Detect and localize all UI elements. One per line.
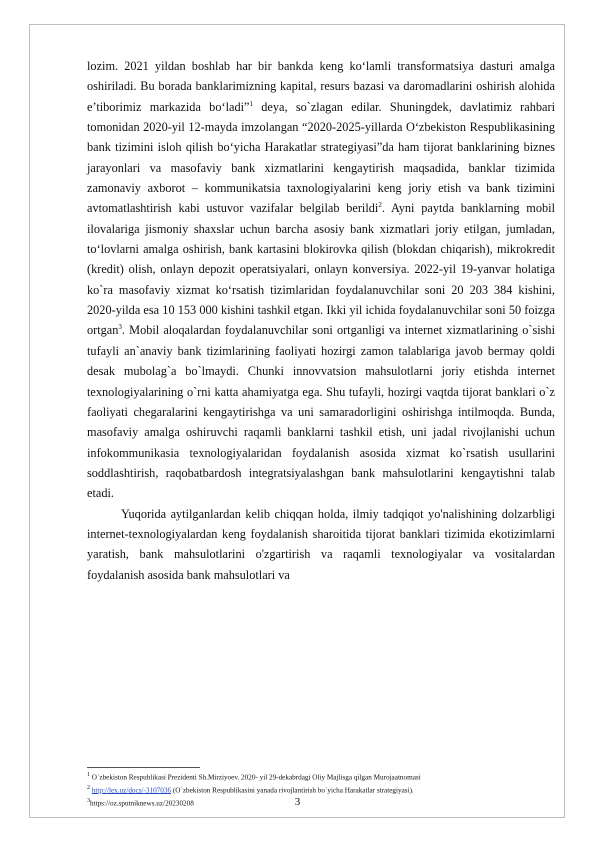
footnote-3-number: 3 <box>87 797 90 804</box>
footnote-1-text: O`zbekiston Respublikasi Prezidenti Sh.Mirziyoev. 2020- yil 29-dekabrdagi Oliy Majlisga qilgan Murojaatnomasi <box>90 773 421 782</box>
footnote-1 <box>87 770 555 783</box>
paragraph-1 <box>87 56 555 504</box>
footnote-2-text: (O`zbekiston Respublikasini yanada rivojlantirish bo`yicha Harakatlar strategiyasi). <box>171 786 414 795</box>
footnote-2-number: 2 <box>87 784 90 791</box>
paragraph-1-part-3: . Ayni paytda banklarning mobil ilovalariga jismoniy shaxslar uchun barcha asosiy bank xizmatlari joriy etilgan, jumladan, to‘lovlarni amalga oshirish, bank kartasini blokirovka qilish (blokdan chiqarish), mikrokredit (kredit) olish, onlayn depozit operatsiyalari, onlayn konversiya. 2022-yil 19-yanvar holatiga ko`ra masofaviy xizmat ko‘rsatish tizimlaridan foydalanuvchilar soni 20 203 384 kishini, 2020-yilda esa 10 153 000 kishini tashkil etgan. Ikki yil ichida foydalanuvchilar soni 50 foizga ortgan <box>87 201 555 338</box>
paragraph-1-part-1: lozim. 2021 yildan boshlab har bir bankda keng ko‘lamli transformatsiya dasturi amalga oshiriladi. Bu borada banklarimizning kapital, resurs bazasi va daromadlarini oshirish alohida e’tiborimiz markazida bo‘ladi” <box>87 59 555 114</box>
page-number: 3 <box>294 796 301 808</box>
paragraph-1-part-2: deya, so`zlagan edilar. Shuningdek, davlatimiz rahbari tomonidan 2020-yil 12-mayda imzolangan “2020-2025-yillarda O‘zbekiston Respublikasining bank tizimini isloh qilish bo‘yicha Harakatlar strategiyasi”da ham tijorat banklarining biznes jarayonlari va masofaviy bank xizmatlarini kengaytirish maqsadida, banklar tizimida zamonaviy axborot – kommunikatsia taxnologiyalarini keng joriy etish va bank tizimini avtomatlashtirish kabi ustuvor vazifalar belgilab berildi <box>87 99 555 216</box>
paragraph-2: Yuqorida aytilganlardan kelib chiqqan holda, ilmiy tadqiqot yo'nalishining dolzarbligi internet-texnologiyalardan keng foydalanish sharoitida tijorat banklari tizimida ekotizimlarni yaratish, bank mahsulotlarini o'zgartirish va raqamli texnologiyalar va vositalardan foydalanish asosida bank mahsulotlari va <box>87 506 555 582</box>
footnote-separator <box>87 767 200 768</box>
body-text <box>87 56 555 585</box>
footnote-1-number: 1 <box>87 772 90 778</box>
paragraph-1-part-4: . Mobil aloqalardan foydalanuvchilar soni ortganligi va internet xizmatlarining o`sishi tufayli an`anaviy bank tizimlarining faoliyati hozirgi zamon talablariga javob bermay qoldi desak mubolag`a bo`lmaydi. Chunki innovvatsion mahsulotlarni joriy etishda internet texnologiyalarining o`rni katta ahamiyatga ega. Shu tufayli, hozirgi vaqtda tijorat banklari o`z faoliyati chegaralarini kengaytirishga va uni samaradorligini oshirishga intilmoqda. Bunda, masofaviy amalga oshiruvchi raqamli banklarni tashkil etish, uni jadal rivojlanishi uchun infokommunikasia texnologiyalaridan foydalanish asosida xizmat ko`rsatish usullarini soddlashtirish, raqobatbardosh integratsiyalashgan bank mahsulotlarini kengaytishni talab etadi. <box>87 323 555 501</box>
footnote-ref-2[interactable]: 2 <box>378 201 382 210</box>
footnote-2-link[interactable]: http://lex.uz/docs/-3107036 <box>91 786 172 795</box>
footnote-2 <box>87 783 555 796</box>
footnote-ref-3[interactable]: 3 <box>118 323 122 332</box>
footnote-ref-1[interactable]: 1 <box>249 99 253 108</box>
footnote-3-text: https://oz.sputniknews.uz/20230208 <box>90 799 194 808</box>
